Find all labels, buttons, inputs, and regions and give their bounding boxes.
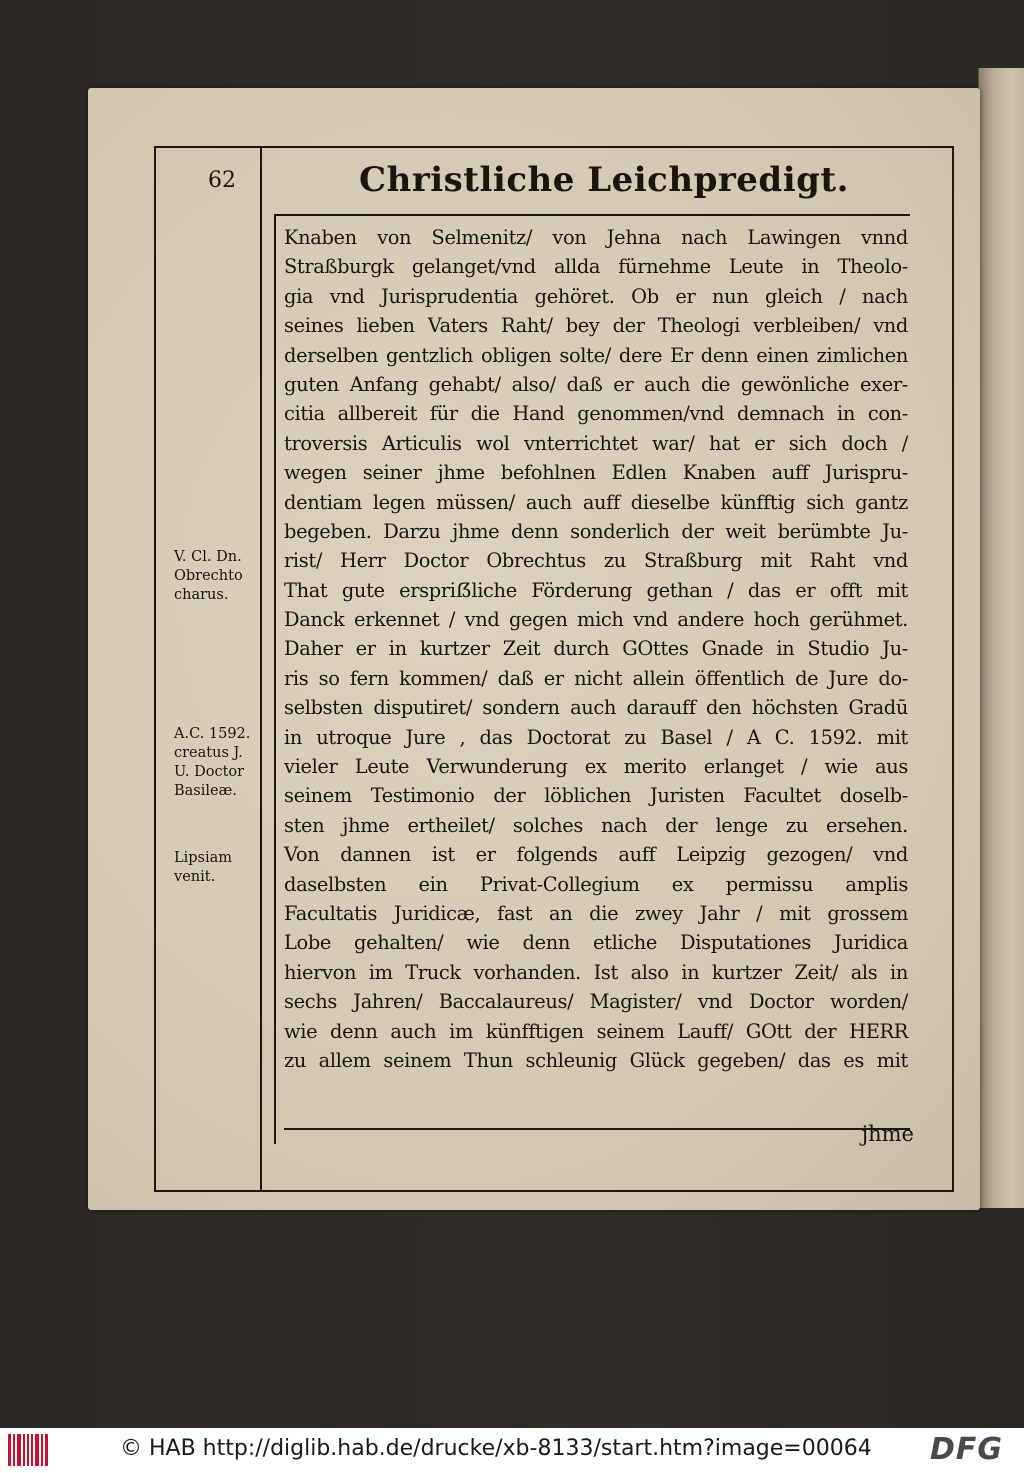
text-line: citia allbereit für die Hand genommen/vnd demnach in con- <box>284 402 908 426</box>
text-line: wie denn auch im künfftigen seinem Lauff/ GOtt der HERR <box>284 1019 908 1043</box>
text-line: selbsten disputiret/ sondern auch darauff den höchsten Gradū <box>284 696 908 720</box>
text-line: daselbsten ein Privat-Collegium ex permissu amplis <box>284 872 908 896</box>
text-line: begeben. Darzu jhme denn sonderlich der weit berümbte Ju- <box>284 519 908 543</box>
text-line: seines lieben Vaters Raht/ bey der Theologi verbleiben/ vnd <box>284 314 908 338</box>
text-line: Von dannen ist er folgends auff Leipzig gezogen/ vnd <box>284 843 908 867</box>
text-line: sten jhme ertheilet/ solches nach der lenge zu ersehen. <box>284 813 908 837</box>
barcode-icon <box>8 1434 48 1466</box>
copyright-link[interactable]: © HAB http://diglib.hab.de/drucke/xb-8133/start.htm?image=00064 <box>120 1436 872 1461</box>
running-title: Christliche Leichpredigt. <box>359 160 849 200</box>
text-line: in utroque Jure , das Doctorat zu Basel / A C. 1592. mit <box>284 725 908 749</box>
text-line: Daher er in kurtzer Zeit durch GOttes Gnade in Studio Ju- <box>284 637 908 661</box>
marginal-line: Lipsiam <box>174 850 233 866</box>
footer-rule <box>284 1128 910 1130</box>
marginal-line: creatus J. <box>174 745 243 761</box>
dfg-logo: DFG <box>930 1432 1004 1467</box>
text-line: derselben gentzlich obligen solte/ dere Er denn einen zimlichen <box>284 343 908 367</box>
marginal-line: U. Doctor <box>174 764 245 780</box>
text-line: troversis Articulis wol vnterrichtet war/ hat er sich doch / <box>284 431 908 455</box>
adjacent-page-edge <box>978 68 1024 1208</box>
text-line: Facultatis Juridicæ, fast an die zwey Jahr / mit grossem <box>284 901 908 925</box>
text-column-rule <box>274 214 276 1144</box>
text-line: seinem Testimonio der löblichen Juristen Facultet doselb- <box>284 784 908 808</box>
text-line: That gute erspriẞliche Förderung gethan / das er offt mit <box>284 578 908 602</box>
catchword: jhme <box>861 1122 914 1146</box>
text-line: rist/ Herr Doctor Obrechtus zu Straßburg mit Raht vnd <box>284 549 908 573</box>
marginal-line: venit. <box>174 869 216 885</box>
margin-rule <box>260 146 262 1190</box>
header-rule <box>274 214 910 216</box>
marginal-note <box>174 725 260 801</box>
text-line: Knaben von Selmenitz/ von Jehna nach Lawingen vnnd <box>284 226 908 249</box>
viewer-footer <box>0 1428 1024 1473</box>
text-line: guten Anfang gehabt/ also/ daß er auch die gewönliche exer- <box>284 372 908 396</box>
text-line: wegen seiner jhme befohlnen Edlen Knaben auff Jurispru- <box>284 461 908 485</box>
text-line: vieler Leute Verwunderung ex merito erlanget / wie aus <box>284 755 908 779</box>
text-line: Danck erkennet / vnd gegen mich vnd andere hoch gerühmet. <box>284 608 908 632</box>
text-line: gia vnd Jurisprudentia gehöret. Ob er nun gleich / nach <box>284 284 908 308</box>
marginal-line: Basileæ. <box>174 783 237 799</box>
marginal-line: A.C. 1592. <box>174 726 251 742</box>
text-line: sechs Jahren/ Baccalaureus/ Magister/ vnd Doctor worden/ <box>284 990 908 1014</box>
body-text <box>284 223 908 1075</box>
marginal-note <box>174 849 260 887</box>
text-line: ris so fern kommen/ daß er nicht allein öffentlich de Jure do- <box>284 666 908 690</box>
text-line: Straßburgk gelanget/vnd allda fürnehme Leute in Theolo- <box>284 255 908 279</box>
page-number: 62 <box>208 168 236 193</box>
text-line: hiervon im Truck vorhanden. Ist also in kurtzer Zeit/ als in <box>284 960 908 984</box>
marginal-note <box>174 548 260 605</box>
text-line: zu allem seinem Thun schleunig Glück gegeben/ das es mit <box>284 1048 908 1072</box>
marginal-line: V. Cl. Dn. <box>174 549 242 565</box>
text-line: Lobe gehalten/ wie denn etliche Disputationes Juridica <box>284 931 908 955</box>
book-page <box>88 88 980 1210</box>
marginal-line: charus. <box>174 587 229 603</box>
text-line: dentiam legen müssen/ auch auff dieselbe künfftig sich gantz <box>284 490 908 514</box>
marginal-line: Obrechto <box>174 568 243 584</box>
